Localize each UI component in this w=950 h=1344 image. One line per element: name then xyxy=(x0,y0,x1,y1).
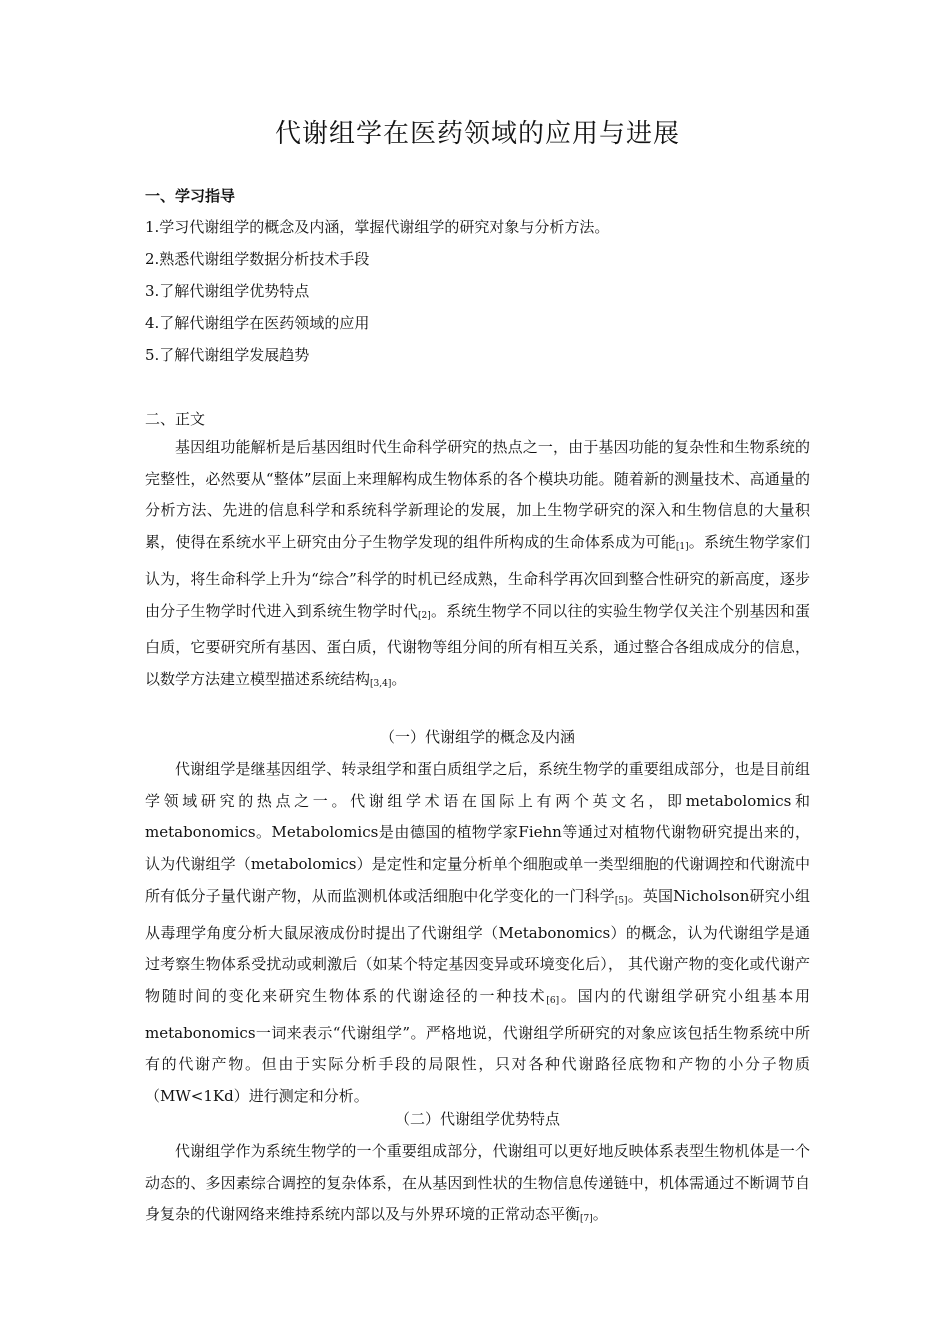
paragraph-text: 。 xyxy=(592,1205,608,1224)
paragraph-text: 。系统生物学家们认为，将生命科学上升为“综合”科学的时机已经成熟，生命科学再次回到整合性研究的新高度，逐步由分子生物学时代进入到系统生物学时代 xyxy=(145,533,810,620)
paragraph-text: 代谢组学是继基因组学、转录组学和蛋白质组学之后，系统生物学的重要组成部分，也是目前组学领域研究的热点之一。代谢组学术语在国际上有两个英文名，即metabolomics和metabonomics。Metabolomics是由德国的植物学家Fiehn等通过对植物代谢物研究提出来的，认为代谢组学（metabolomics）是定性和定量分析单个细胞或单一类型细胞的代谢调控和代谢流中所有低分子量代谢产物，从而监测机体或活细胞中化学变化的一门科学 xyxy=(145,760,810,905)
paragraph-text: 基因组功能解析是后基因组时代生命科学研究的热点之一，由于基因功能的复杂性和生物系统的完整性，必然要从“整体”层面上来理解构成生物体系的各个模块功能。随着新的测量技术、高通量的分析方法、先进的信息科学和系统科学新理论的发展，加上生物学研究的深入和生物信息的大量积累，使得在系统水平上研究由分子生物学发现的组件所构成的生命体系成为可能 xyxy=(145,438,810,552)
paragraph-text: 。国内的代谢组学研究小组基本用metabonomics一词来表示“代谢组学”。严格地说，代谢组学所研究的对象应该包括生物系统中所有的代谢产物。但由于实际分析手段的局限性，只对各种代谢路径底物和产物的小分子物质（MW<1Kd）进行测定和分析。 xyxy=(145,986,810,1106)
citation: [2] xyxy=(418,610,431,621)
citation: [7] xyxy=(580,1214,593,1225)
citation: [1] xyxy=(675,542,689,553)
citation: [3,4] xyxy=(370,678,392,689)
guide-item: 5.了解代谢组学发展趋势 xyxy=(145,346,310,364)
subsection-heading: （一）代谢组学的概念及内涵 xyxy=(379,728,575,746)
guide-item: 1.学习代谢组学的概念及内涵，掌握代谢组学的研究对象与分析方法。 xyxy=(145,218,610,236)
paragraph-text: 。英国Nicholson研究小组从毒理学角度分析大鼠尿液成份时提出了代谢组学（Metabonomics）的概念，认为代谢组学是通过考察生物体系受扰动或刺激后（如某个特定基因变异或环境变化后）， 其代谢产物的变化或代谢产物随时间的变化来研究生物体系的代谢途径的一种技术 xyxy=(145,886,811,1005)
guide-heading: 一、学习指导 xyxy=(145,187,236,205)
guide-item: 4.了解代谢组学在医药领域的应用 xyxy=(145,314,370,332)
paragraph-concept xyxy=(145,754,810,1113)
paragraph-text: 。系统生物学不同以往的实验生物学仅关注个别基因和蛋白质，它要研究所有基因、蛋白质，代谢物等组分间的所有相互关系，通过整合各组成成分的信息，以数学方法建立模型描述系统结构 xyxy=(145,601,810,688)
citation: [5] xyxy=(614,895,628,906)
guide-item: 2.熟悉代谢组学数据分析技术手段 xyxy=(145,250,370,268)
guide-list xyxy=(145,216,810,376)
paragraph-intro xyxy=(145,432,810,701)
guide-item: 3.了解代谢组学优势特点 xyxy=(145,282,310,300)
citation: [6] xyxy=(546,995,560,1006)
paragraph-text: 。 xyxy=(391,669,407,688)
document-title: 代谢组学在医药领域的应用与进展 xyxy=(274,119,680,149)
subsection-heading: （二）代谢组学优势特点 xyxy=(394,1110,560,1128)
paragraph-text: 代谢组学作为系统生物学的一个重要组成部分，代谢组可以更好地反映体系表型生物机体是一个动态的、多因素综合调控的复杂体系，在从基因到性状的生物信息传递链中，机体需通过不断调节自身复杂的代谢网络来维持系统内部以及与外界环境的正常动态平衡 xyxy=(145,1142,810,1224)
body-heading: 二、正文 xyxy=(145,410,206,428)
paragraph-advantages xyxy=(145,1136,810,1236)
